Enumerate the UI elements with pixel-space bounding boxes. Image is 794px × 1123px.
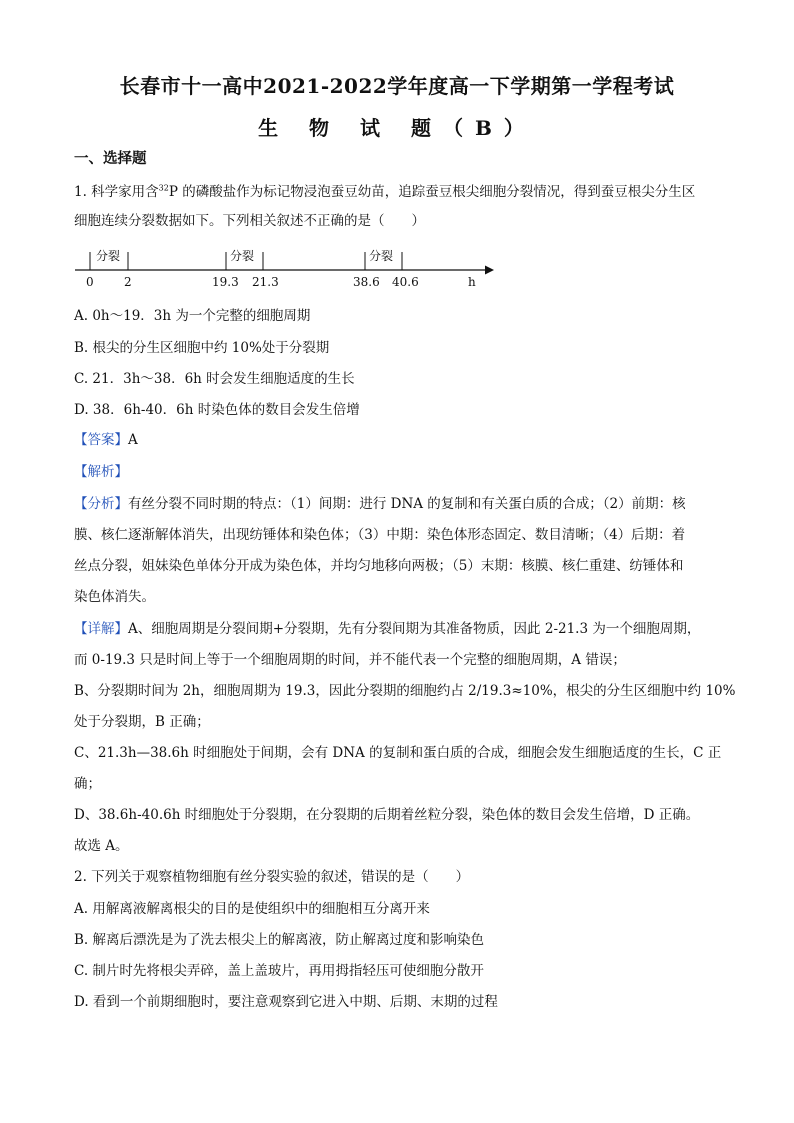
- xiangjie-line-6: 确；: [74, 776, 101, 792]
- answer-line: [74, 431, 724, 449]
- cell-cycle-timeline: [70, 240, 500, 292]
- q2-option-b: B. 解离后漂洗是为了洗去根尖上的解离液，防止解离过度和影响染色: [74, 932, 485, 948]
- fenxi-line-2: 膜、核仁逐渐解体消失，出现纺锤体和染色体；（3）中期：染色体形态固定、数目清晰；（4）后期：着: [74, 527, 686, 543]
- tick-label-0: 0: [86, 275, 94, 289]
- exam-subtitle: 生 物 试 题（B）: [258, 116, 536, 140]
- fenxi-tag: 【分析】: [74, 496, 128, 512]
- tick-label-19-3: 19.3: [212, 275, 239, 289]
- isotope-mass: 32: [158, 183, 169, 193]
- division-label-2: 分裂: [230, 249, 255, 263]
- axis-unit-label: h: [468, 275, 476, 289]
- xiangjie-line-5: C、21.3h—38.6h 时细胞处于间期，会有 DNA 的复制和蛋白质的合成，细胞会发生细胞适度的生长，C 正: [74, 745, 722, 761]
- exam-title: 长春市十一高中2021-2022学年度高一下学期第一学程考试: [119, 74, 675, 98]
- q1-stem-suffix: P 的磷酸盐作为标记物浸泡蚕豆幼苗，追踪蚕豆根尖细胞分裂情况，得到蚕豆根尖分生区: [168, 184, 696, 200]
- xiangjie-line-4: 处于分裂期，B 正确；: [74, 714, 210, 730]
- fenxi-text-1: 有丝分裂不同时期的特点：（1）间期：进行 DNA 的复制和有关蛋白质的合成；（2）前期：核: [128, 496, 686, 512]
- xiangjie-text-1: A、细胞周期是分裂间期+分裂期，先有分裂间期为其准备物质，因此 2-21.3 为一个细胞周期，: [128, 621, 701, 637]
- xiangjie-line-1: [74, 620, 724, 638]
- xiangjie-line-8: 故选 A。: [74, 838, 129, 854]
- tick-label-21-3: 21.3: [252, 275, 279, 289]
- q1-option-d: D. 38．6h-40．6h 时染色体的数目会发生倍增: [74, 402, 360, 418]
- answer-tag: 【答案】: [74, 432, 128, 448]
- xiangjie-line-7: D、38.6h-40.6h 时细胞处于分裂期，在分裂期的后期着丝粒分裂，染色体的数目会发生倍增，D 正确。: [74, 807, 700, 823]
- q1-option-a: A. 0h～19．3h 为一个完整的细胞周期: [74, 308, 311, 324]
- answer-value: A: [128, 432, 138, 448]
- tick-label-40-6: 40.6: [392, 275, 419, 289]
- xiangjie-line-3: B、分裂期时间为 2h，细胞周期为 19.3，因此分裂期的细胞约占 2/19.3≈10%，根尖的分生区细胞中约 10%: [74, 683, 736, 699]
- q2-option-c: C. 制片时先将根尖弄碎，盖上盖玻片，再用拇指轻压可使细胞分散开: [74, 963, 484, 979]
- q1-stem-line1: [74, 183, 724, 201]
- tick-label-38-6: 38.6: [353, 275, 380, 289]
- fenxi-line-1: [74, 495, 724, 513]
- xiangjie-tag: 【详解】: [74, 621, 128, 637]
- q2-option-a: A. 用解离液解离根尖的目的是使组织中的细胞相互分离开来: [74, 901, 430, 917]
- q1-option-c: C. 21．3h～38．6h 时会发生细胞适度的生长: [74, 371, 355, 387]
- q1-option-b: B. 根尖的分生区细胞中约 10%处于分裂期: [74, 340, 330, 356]
- q1-stem-line2: 细胞连续分裂数据如下。下列相关叙述不正确的是（ ）: [74, 213, 425, 229]
- q2-stem: 2. 下列关于观察植物细胞有丝分裂实验的叙述，错误的是（ ）: [74, 869, 470, 885]
- division-label-1: 分裂: [96, 249, 121, 263]
- section-heading: 一、选择题: [74, 150, 147, 167]
- division-label-3: 分裂: [369, 249, 394, 263]
- timeline-arrowhead: [485, 266, 494, 275]
- fenxi-line-4: 染色体消失。: [74, 589, 155, 605]
- tick-label-2: 2: [124, 275, 132, 289]
- q2-option-d: D. 看到一个前期细胞时，要注意观察到它进入中期、后期、末期的过程: [74, 994, 498, 1010]
- fenxi-line-3: 丝点分裂，姐妹染色单体分开成为染色体，并均匀地移向两极；（5）末期：核膜、核仁重建、纺锤体和: [74, 558, 684, 574]
- xiangjie-line-2: 而 0-19.3 只是时间上等于一个细胞周期的时间，并不能代表一个完整的细胞周期，A 错误；: [74, 652, 626, 668]
- analysis-tag: 【解析】: [74, 464, 128, 480]
- q1-stem-prefix: 1. 科学家用含: [74, 184, 159, 200]
